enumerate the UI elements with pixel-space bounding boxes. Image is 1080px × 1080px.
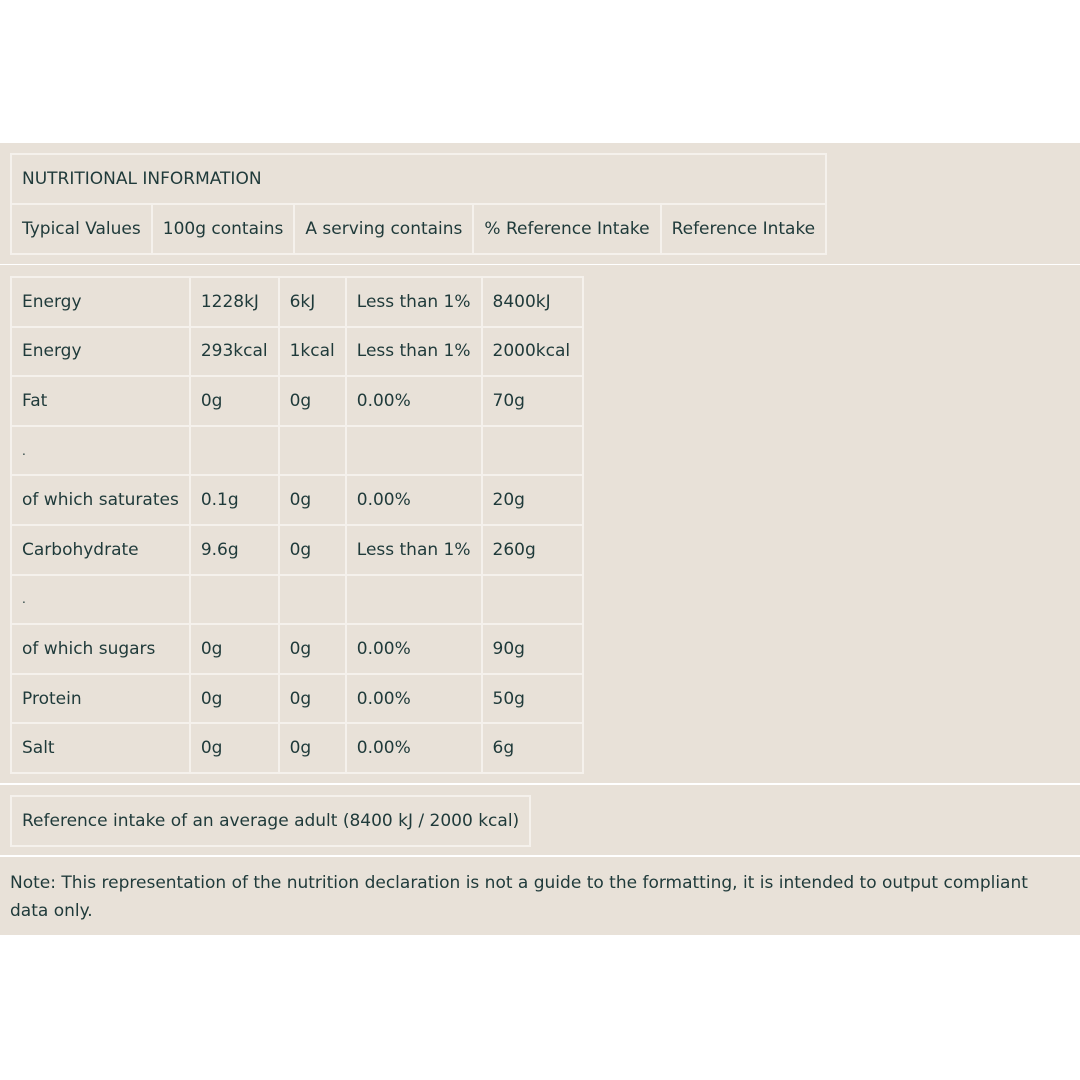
table-row xyxy=(11,723,583,773)
reference-intake-value: 70g xyxy=(482,376,583,426)
nutrient-name: Carbohydrate xyxy=(11,525,190,575)
reference-intake-value xyxy=(482,575,583,625)
per-100g-value: 293kcal xyxy=(190,327,279,377)
reference-intake-value: 50g xyxy=(482,674,583,724)
column-header-reference-intake: Reference Intake xyxy=(661,204,827,254)
nutrient-name: Energy xyxy=(11,327,190,377)
per-100g-value: 0g xyxy=(190,376,279,426)
reference-intake-value: 90g xyxy=(482,624,583,674)
disclaimer-note: Note: This representation of the nutrition declaration is not a guide to the formatting, it is intended to output compliant data only. xyxy=(10,873,1028,921)
percent-ri-value: 0.00% xyxy=(346,624,482,674)
reference-intake-note: Reference intake of an average adult (8400 kJ / 2000 kcal) xyxy=(11,796,530,846)
table-row xyxy=(11,327,583,377)
column-header-typical-values: Typical Values xyxy=(11,204,152,254)
reference-intake-value: 6g xyxy=(482,723,583,773)
column-header-serving: A serving contains xyxy=(294,204,473,254)
nutrient-name: Protein xyxy=(11,674,190,724)
percent-ri-value: 0.00% xyxy=(346,723,482,773)
per-100g-value: 0g xyxy=(190,723,279,773)
title-row xyxy=(11,154,826,204)
per-serving-value: 0g xyxy=(279,525,346,575)
per-serving-value: 0g xyxy=(279,624,346,674)
nutrient-name: Energy xyxy=(11,277,190,327)
per-100g-value: 1228kJ xyxy=(190,277,279,327)
table-title: NUTRITIONAL INFORMATION xyxy=(11,154,826,204)
nutrient-name: of which saturates xyxy=(11,475,190,525)
reference-intake-value: 20g xyxy=(482,475,583,525)
per-serving-value xyxy=(279,575,346,625)
column-header-percent-ri: % Reference Intake xyxy=(473,204,660,254)
nutrient-name: . xyxy=(11,575,190,625)
nutrient-name: Salt xyxy=(11,723,190,773)
reference-intake-value: 260g xyxy=(482,525,583,575)
nutrient-name: . xyxy=(11,426,190,476)
note-panel xyxy=(0,857,1080,935)
per-serving-value: 6kJ xyxy=(279,277,346,327)
per-serving-value: 0g xyxy=(279,674,346,724)
header-table xyxy=(10,153,827,255)
reference-table xyxy=(10,795,531,847)
percent-ri-value: 0.00% xyxy=(346,674,482,724)
per-100g-value: 9.6g xyxy=(190,525,279,575)
column-header-100g: 100g contains xyxy=(152,204,295,254)
per-100g-value: 0.1g xyxy=(190,475,279,525)
per-100g-value: 0g xyxy=(190,674,279,724)
nutrient-name: of which sugars xyxy=(11,624,190,674)
per-100g-value: 0g xyxy=(190,624,279,674)
reference-panel xyxy=(0,785,1080,855)
table-row xyxy=(11,575,583,625)
percent-ri-value: Less than 1% xyxy=(346,277,482,327)
column-header-row xyxy=(11,204,826,254)
per-serving-value: 0g xyxy=(279,376,346,426)
reference-intake-value: 2000kcal xyxy=(482,327,583,377)
percent-ri-value: 0.00% xyxy=(346,475,482,525)
reference-intake-value: 8400kJ xyxy=(482,277,583,327)
table-row xyxy=(11,525,583,575)
per-serving-value: 0g xyxy=(279,475,346,525)
percent-ri-value: Less than 1% xyxy=(346,525,482,575)
per-serving-value: 0g xyxy=(279,723,346,773)
per-100g-value xyxy=(190,426,279,476)
table-row xyxy=(11,624,583,674)
per-serving-value xyxy=(279,426,346,476)
table-row xyxy=(11,674,583,724)
per-100g-value xyxy=(190,575,279,625)
reference-intake-value xyxy=(482,426,583,476)
nutrition-table xyxy=(10,276,584,774)
nutrition-panel xyxy=(0,265,1080,783)
percent-ri-value: Less than 1% xyxy=(346,327,482,377)
table-row xyxy=(11,376,583,426)
nutrient-name: Fat xyxy=(11,376,190,426)
per-serving-value: 1kcal xyxy=(279,327,346,377)
reference-row xyxy=(11,796,530,846)
table-row xyxy=(11,277,583,327)
table-row xyxy=(11,426,583,476)
percent-ri-value: 0.00% xyxy=(346,376,482,426)
header-panel xyxy=(0,143,1080,264)
percent-ri-value xyxy=(346,575,482,625)
percent-ri-value xyxy=(346,426,482,476)
table-row xyxy=(11,475,583,525)
